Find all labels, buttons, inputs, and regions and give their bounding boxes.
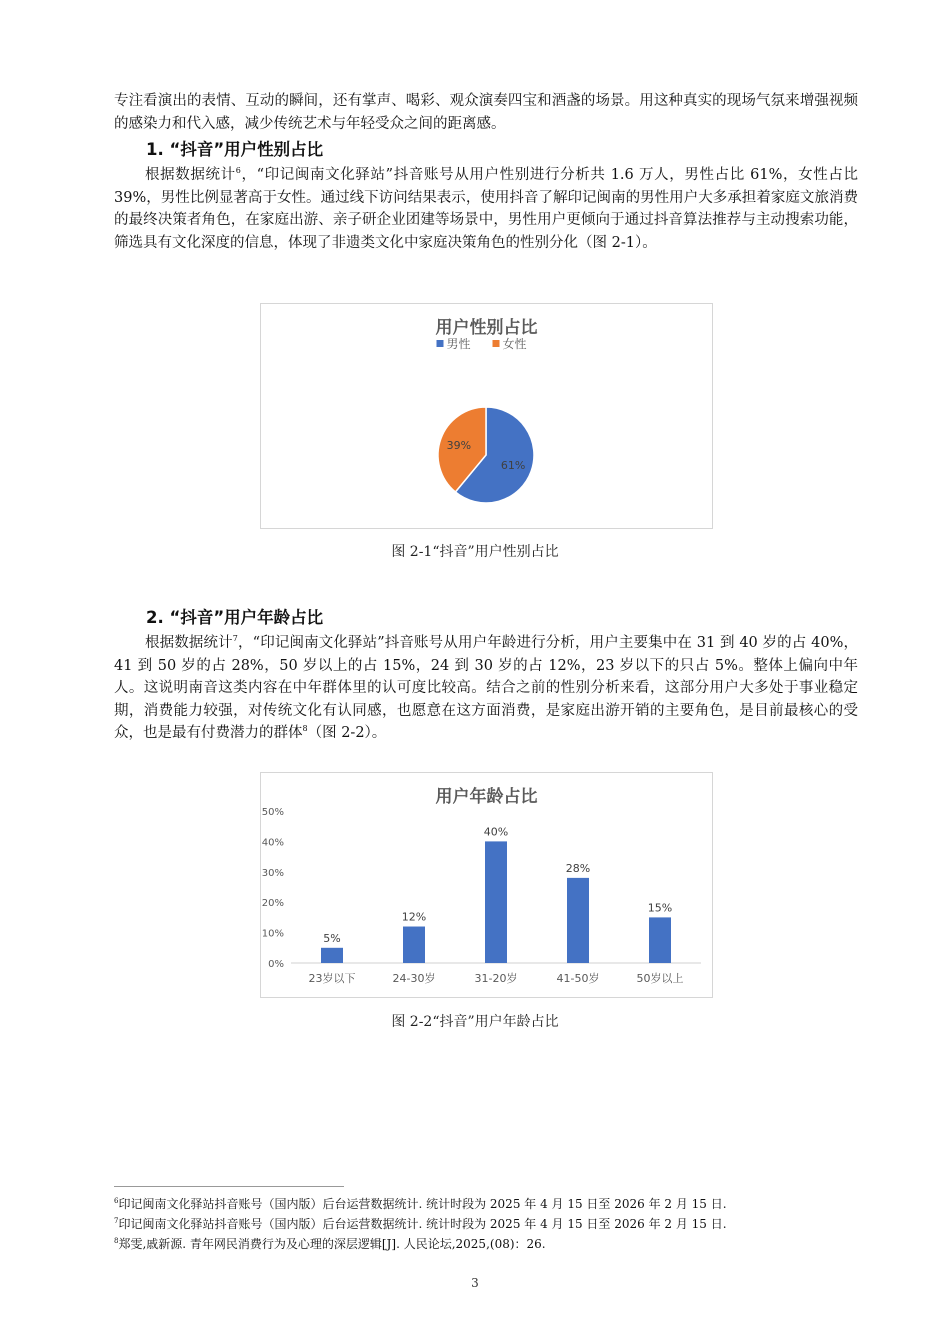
footnote-text: 印记闽南文化驿站抖音账号（国内版）后台运营数据统计. 统计时段为 2025 年 4 月 15 日至 2026 年 2 月 15 日. [118,1197,727,1211]
bar-0 [321,948,343,963]
bar-ytick-2: 20% [261,898,284,910]
bar-category-label-4: 50岁以上 [636,972,684,985]
footnote-mark: 8 [114,1237,119,1245]
bar-3 [567,878,589,963]
footnote-7 [114,1216,858,1232]
footnote-ref-8[interactable]: 8 [302,724,308,734]
footnote-6 [114,1196,858,1212]
figure-caption-2-2: 图 2-2“抖音”用户年龄占比 [391,1014,559,1030]
paragraph-text: （图 2-2）。 [307,725,387,741]
paragraph-text: 根据数据统计 [145,635,233,651]
pie-data-label-0: 61% [500,458,526,472]
bar-data-label-0: 5% [323,931,341,945]
pie-title: 用户性别占比 [435,318,538,338]
pie-data-label-1: 39% [446,439,472,453]
page-number: 3 [471,1276,479,1290]
footnote-mark: 6 [114,1197,119,1205]
body-paragraph-age [114,632,858,745]
bar-ytick-1: 10% [261,928,284,940]
bar-ytick-4: 40% [261,837,284,849]
pie-legend-swatch-0 [437,340,444,347]
bar-data-label-3: 28% [565,861,591,875]
bar-data-label-2: 40% [483,825,509,839]
bar-category-label-3: 41-50岁 [556,972,600,985]
bar-ytick-0: 0% [268,959,284,970]
section-heading-age: 2. “抖音”用户年龄占比 [146,608,324,627]
bar-data-label-4: 15% [647,901,673,915]
bar-category-label-2: 31-20岁 [474,972,518,985]
pie-legend-label-1: 女性 [502,337,527,351]
bar-4 [649,917,671,963]
bar-ytick-5: 50% [261,807,284,818]
bar-title: 用户年龄占比 [435,787,538,807]
footnote-ref-7[interactable]: 7 [232,634,238,644]
paragraph-text: ，“印记闽南文化驿站”抖音账号从用户年龄进行分析，用户主要集中在 31 到 40 岁的占 40%，41 到 50 岁的占 28%，50 岁以上的占 15%，24 到 30 岁的占 12%，23 岁以下的只占 5%。整体上偏向中年人。这说明南音这类内容在中年群体里的认可度比较高。结合之前的性别分析来看，这部分用户大多处于事业稳定期，消费能力较强，对传统文化有认同感，也愿意在这方面消费，是家庭出游开销的主要角色，是目前最核心的受众，也是最有付费潜力的群体 [114,635,859,741]
bar-category-label-1: 24-30岁 [392,972,436,985]
figure-caption-2-1: 图 2-1“抖音”用户性别占比 [391,544,559,560]
bar-data-label-1: 12% [401,910,427,924]
bar-category-label-0: 23岁以下 [308,972,356,985]
age-bar-chart [260,772,713,998]
footnote-text: 印记闽南文化驿站抖音账号（国内版）后台运营数据统计. 统计时段为 2025 年 4 月 15 日至 2026 年 2 月 15 日. [118,1217,727,1231]
footnote-mark: 7 [114,1217,119,1225]
footnote-8 [114,1236,858,1252]
gender-pie-chart [260,303,713,529]
body-paragraph-intro: 专注看演出的表情、互动的瞬间，还有掌声、喝彩、观众演奏四宝和酒盏的场景。用这种真实的现场气氛来增强视频的感染力和代入感，减少传统艺术与年轻受众之间的距离感。 [114,93,858,132]
paragraph-text: ，“印记闽南文化驿站”抖音账号从用户性别进行分析共 1.6 万人，男性占比 61%，女性占比 39%，男性比例显著高于女性。通过线下访问结果表示，使用抖音了解印记闽南的男性用户大多承担着家庭文旅消费的最终决策者角色，在家庭出游、亲子研企业团建等场景中，男性用户更倾向于通过抖音算法推荐与主动搜索功能，筛选具有文化深度的信息，体现了非遗类文化中家庭决策角色的性别分化（图 2-1）。 [114,167,858,251]
bar-1 [403,927,425,963]
pie-legend-swatch-1 [493,340,500,347]
section-heading-gender: 1. “抖音”用户性别占比 [146,140,324,159]
footnote-divider [114,1186,344,1187]
gender-pie-svg [261,304,712,528]
age-bar-svg [261,773,712,997]
body-paragraph-gender [114,164,858,254]
pie-legend-label-0: 男性 [446,337,471,351]
bar-ytick-3: 30% [261,867,284,879]
footnote-text: 郑雯,戚新源. 青年网民消费行为及心理的深层逻辑[J]. 人民论坛,2025,(08)：26. [118,1237,546,1251]
bar-2 [485,841,507,963]
paragraph-text: 根据数据统计 [145,167,236,183]
footnote-ref-6[interactable]: 6 [235,166,241,176]
